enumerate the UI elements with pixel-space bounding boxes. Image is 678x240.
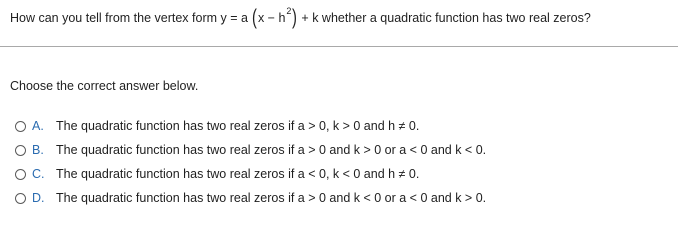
option-c[interactable] <box>15 162 486 186</box>
question-text <box>10 5 591 31</box>
exponent: 2 <box>286 6 292 16</box>
radio-button-icon[interactable] <box>15 193 26 204</box>
option-a[interactable] <box>15 114 486 138</box>
open-paren: ( <box>252 5 257 29</box>
option-b[interactable] <box>15 138 486 162</box>
option-letter: C. <box>32 167 45 181</box>
close-paren: ) <box>292 5 298 29</box>
option-letter: B. <box>32 143 44 157</box>
question-suffix: + k whether a quadratic function has two real zeros? <box>301 11 591 25</box>
option-d[interactable] <box>15 186 486 210</box>
option-text: The quadratic function has two real zeros if a > 0, k > 0 and h ≠ 0. <box>56 119 420 133</box>
option-text: The quadratic function has two real zeros if a > 0 and k > 0 or a < 0 and k < 0. <box>56 143 487 157</box>
x-minus-h: x − h <box>257 11 286 25</box>
section-divider <box>0 46 678 47</box>
option-letter: A. <box>32 119 44 133</box>
radio-button-icon[interactable] <box>15 169 26 180</box>
radio-button-icon[interactable] <box>15 121 26 132</box>
option-letter: D. <box>32 191 45 205</box>
option-text: The quadratic function has two real zeros if a < 0, k < 0 and h ≠ 0. <box>56 167 420 181</box>
option-text: The quadratic function has two real zeros if a > 0 and k < 0 or a < 0 and k > 0. <box>56 191 487 205</box>
question-prefix: How can you tell from the vertex form y = a <box>10 11 248 25</box>
radio-button-icon[interactable] <box>15 145 26 156</box>
answer-options <box>15 114 486 210</box>
vertex-form-expression <box>251 5 298 29</box>
instruction-text: Choose the correct answer below. <box>10 79 199 93</box>
